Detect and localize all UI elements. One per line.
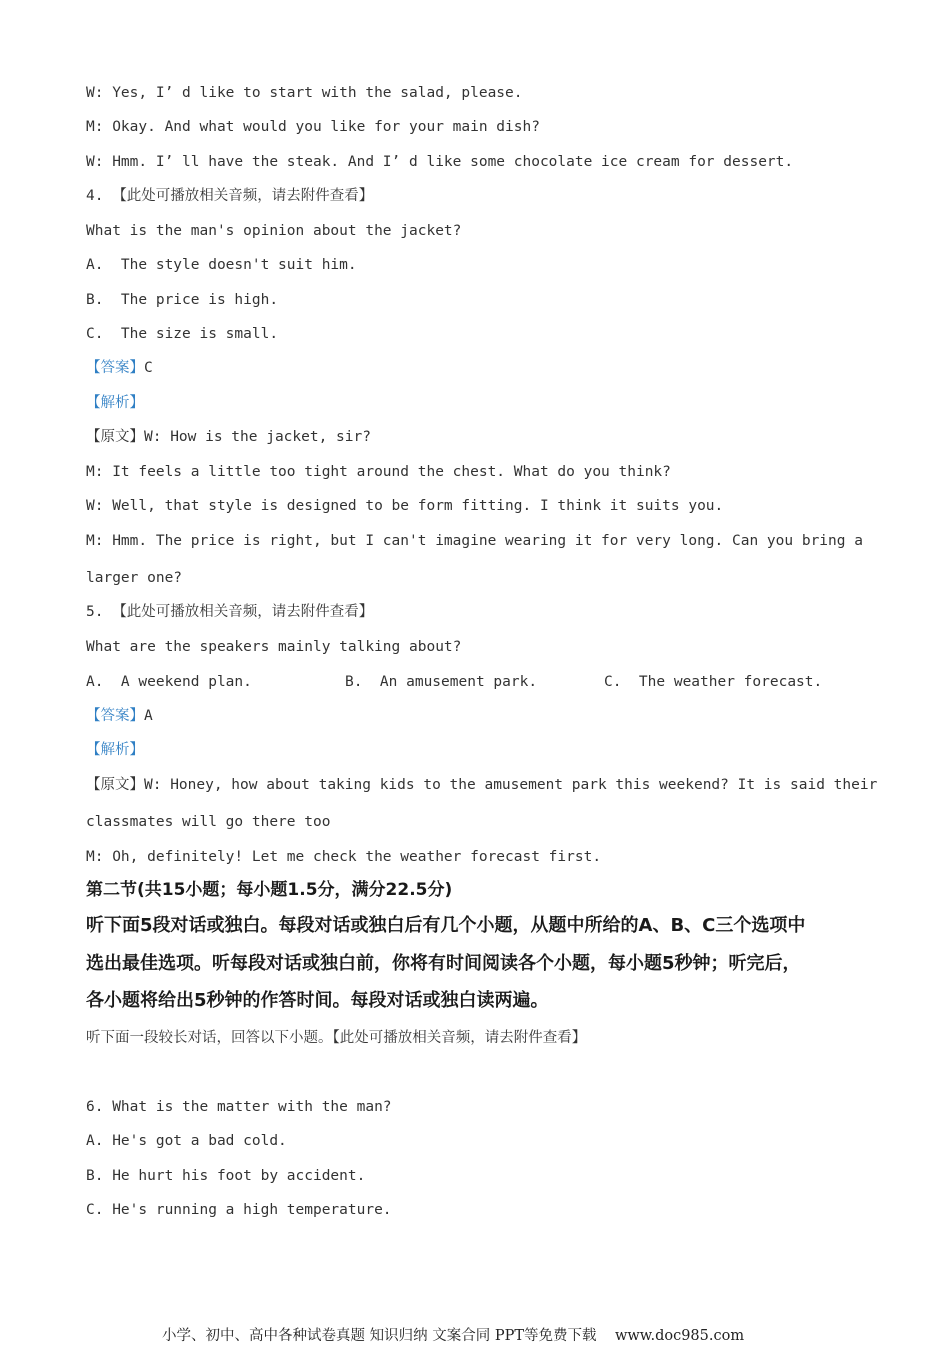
question-number: 5.: [86, 604, 104, 620]
analysis-tag: 【解析】: [86, 742, 144, 758]
option-c: C. The size is small.: [86, 326, 279, 342]
option-a: A. A weekend plan.: [86, 674, 252, 690]
option-c: C. The weather forecast.: [604, 674, 823, 690]
question-text: What are the speakers mainly talking about?: [86, 639, 462, 655]
question-text: 6. What is the matter with the man?: [86, 1099, 392, 1115]
answer-line: [86, 706, 153, 726]
option-a: A. The style doesn't suit him.: [86, 257, 357, 273]
audio-note: 【此处可播放相关音频，请去附件查看】: [112, 188, 374, 204]
transcript-line: M: It feels a little too tight around the chest. What do you think?: [86, 464, 671, 480]
section-instructions: 选出最佳选项。听每段对话或独白前，你将有时间阅读各个小题，每小题5秒钟；听完后，: [86, 953, 801, 974]
dialogue-line: W: Hmm. I’ ll have the steak. And I’ d like some chocolate ice cream for dessert.: [86, 154, 794, 170]
original-tag: 【原文】: [86, 777, 144, 793]
audio-note: 【此处可播放相关音频，请去附件查看】: [112, 604, 374, 620]
transcript-line: M: Hmm. The price is right, but I can't imagine wearing it for very long. Can you bring a: [86, 533, 863, 549]
question-4-header: [86, 186, 373, 206]
answer-tag: 【答案】: [86, 360, 144, 376]
option-b: B. An amusement park.: [345, 674, 538, 690]
transcript-text: W: How is the jacket, sir?: [144, 429, 371, 445]
section-title: 第二节(共15小题；每小题1.5分，满分22.5分): [86, 880, 453, 900]
option-a: A. He's got a bad cold.: [86, 1133, 287, 1149]
transcript-line: M: Oh, definitely! Let me check the weather forecast first.: [86, 849, 602, 865]
answer-tag: 【答案】: [86, 708, 144, 724]
answer-value: A: [144, 708, 153, 724]
section-instructions: 听下面5段对话或独白。每段对话或独白后有几个小题，从题中所给的A、B、C三个选项中: [86, 915, 806, 936]
answer-value: C: [144, 360, 153, 376]
transcript-line: [86, 775, 877, 795]
option-c: C. He's running a high temperature.: [86, 1202, 392, 1218]
transcript-line: larger one?: [86, 570, 183, 586]
option-b: B. The price is high.: [86, 292, 279, 308]
question-text: What is the man's opinion about the jacket?: [86, 223, 462, 239]
page-footer: 小学、初中、高中各种试卷真题 知识归纳 文案合同 PPT等免费下载 www.doc985.com: [162, 1328, 745, 1344]
transcript-line: classmates will go there too: [86, 814, 331, 830]
transcript-text: W: Honey, how about taking kids to the amusement park this weekend? It is said their: [144, 777, 878, 793]
original-tag: 【原文】: [86, 429, 144, 445]
question-number: 4.: [86, 188, 104, 204]
dialogue-line: W: Yes, I’ d like to start with the salad, please.: [86, 85, 523, 101]
section-instructions: 各小题将给出5秒钟的作答时间。每段对话或独白读两遍。: [86, 990, 549, 1011]
answer-line: [86, 358, 153, 378]
dialogue-line: M: Okay. And what would you like for your main dish?: [86, 119, 540, 135]
option-b: B. He hurt his foot by accident.: [86, 1168, 366, 1184]
transcript-line: W: Well, that style is designed to be form fitting. I think it suits you.: [86, 498, 724, 514]
transcript-line: [86, 427, 371, 447]
question-5-header: [86, 602, 373, 622]
listening-note: 听下面一段较长对话，回答以下小题。【此处可播放相关音频，请去附件查看】: [86, 1030, 587, 1046]
analysis-tag: 【解析】: [86, 395, 144, 411]
